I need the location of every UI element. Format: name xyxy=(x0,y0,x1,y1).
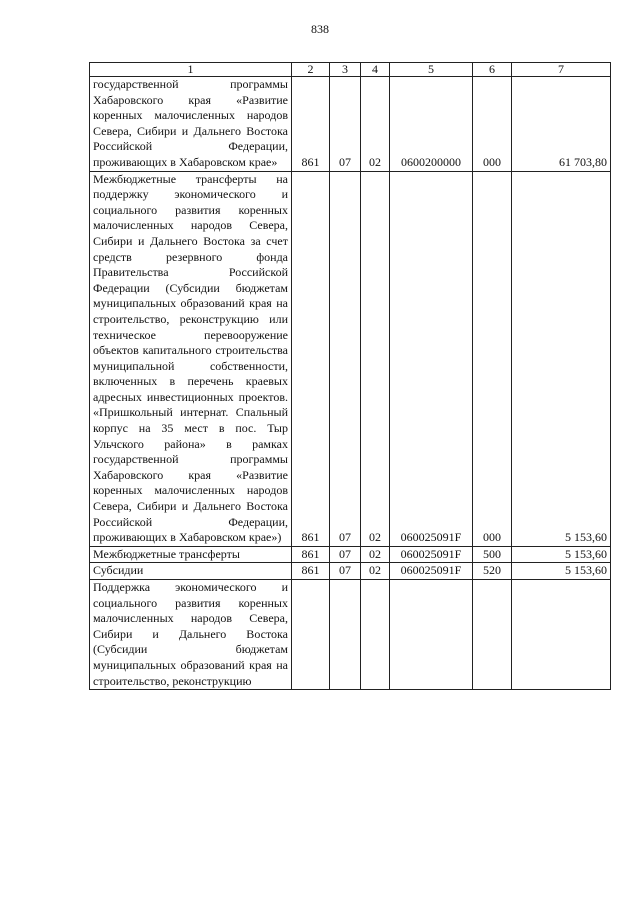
row-code-expense-type: 000 xyxy=(473,77,512,172)
row-code-expense-type: 500 xyxy=(473,546,512,563)
table-row xyxy=(90,546,611,563)
header-col-7: 7 xyxy=(512,63,611,77)
row-code-subsection xyxy=(361,580,390,690)
row-code-target: 060025091F xyxy=(390,171,473,546)
row-code-section: 07 xyxy=(330,77,361,172)
row-amount xyxy=(512,580,611,690)
header-row xyxy=(90,63,611,77)
row-code-section: 07 xyxy=(330,563,361,580)
row-code-admin: 861 xyxy=(292,563,330,580)
table-row xyxy=(90,171,611,546)
row-description: Межбюджетные трансферты на поддержку экономического и социального развития коренных малочисленных народов Севера, Сибири и Дальнего Востока за счет средств резервного фонда Правительства Российской Федерации (Субсидии бюджетам муниципальных образований края на строительство, реконструкцию или техническое перевооружение объектов капитального строительства муниципальной собственности, включенных в перечень краевых адресных инвестиционных проектов. «Пришкольный интернат. Спальный корпус на 35 мест в пос. Тыр Ульчского района» в рамках государственной программы Хабаровского края «Развитие коренных малочисленных народов Севера, Сибири и Дальнего Востока Российской Федерации, проживающих в Хабаровском крае») xyxy=(90,171,292,546)
row-code-section: 07 xyxy=(330,546,361,563)
row-code-target: 060025091F xyxy=(390,563,473,580)
row-code-section: 07 xyxy=(330,171,361,546)
row-amount: 5 153,60 xyxy=(512,171,611,546)
table-row xyxy=(90,563,611,580)
row-amount: 5 153,60 xyxy=(512,563,611,580)
row-description: государственной программы Хабаровского края «Развитие коренных малочисленных народов Севера, Сибири и Дальнего Востока Российской Федерации, проживающих в Хабаровском крае» xyxy=(90,77,292,172)
header-col-5: 5 xyxy=(390,63,473,77)
row-code-subsection: 02 xyxy=(361,546,390,563)
row-description: Поддержка экономического и социального развития коренных малочисленных народов Севера, Сибири и Дальнего Востока (Субсидии бюджетам муниципальных образований края на строительство, реконструкцию xyxy=(90,580,292,690)
page-number: 838 xyxy=(311,22,329,36)
row-amount: 5 153,60 xyxy=(512,546,611,563)
row-code-subsection: 02 xyxy=(361,171,390,546)
table-row xyxy=(90,77,611,172)
row-code-target: 060025091F xyxy=(390,546,473,563)
row-code-section xyxy=(330,580,361,690)
table-row xyxy=(90,580,611,690)
row-code-admin: 861 xyxy=(292,171,330,546)
row-code-expense-type: 000 xyxy=(473,171,512,546)
budget-table xyxy=(89,62,611,690)
header-col-1: 1 xyxy=(90,63,292,77)
row-code-admin: 861 xyxy=(292,77,330,172)
row-code-target xyxy=(390,580,473,690)
row-description: Межбюджетные трансферты xyxy=(90,546,292,563)
row-description: Субсидии xyxy=(90,563,292,580)
row-code-target: 0600200000 xyxy=(390,77,473,172)
header-col-4: 4 xyxy=(361,63,390,77)
row-code-expense-type: 520 xyxy=(473,563,512,580)
row-amount: 61 703,80 xyxy=(512,77,611,172)
row-code-subsection: 02 xyxy=(361,563,390,580)
row-code-subsection: 02 xyxy=(361,77,390,172)
row-code-expense-type xyxy=(473,580,512,690)
header-col-3: 3 xyxy=(330,63,361,77)
row-code-admin xyxy=(292,580,330,690)
row-code-admin: 861 xyxy=(292,546,330,563)
header-col-6: 6 xyxy=(473,63,512,77)
header-col-2: 2 xyxy=(292,63,330,77)
